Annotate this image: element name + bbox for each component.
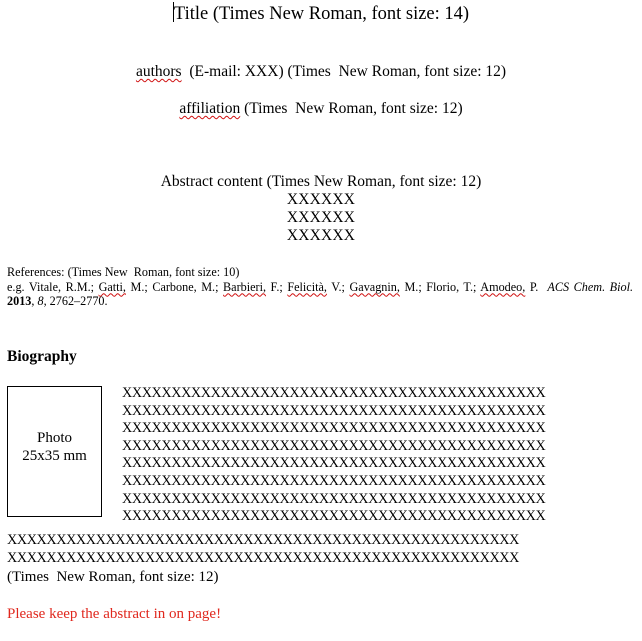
ref-author-gatti: Gatti, — [98, 279, 126, 294]
photo-label — [8, 429, 101, 465]
ref-author-amodeo: Amodeo, — [480, 279, 526, 294]
affiliation-rest: (Times New Roman, font size: 12) — [240, 100, 463, 117]
reference-example: e.g. Vitale, R.M.; Gatti, M.; Carbone, M.; Barbieri, F.; Felicità, V.; Gavagnin, M.; Florio, T.; Amodeo, P. ACS Chem. Biol. 2013, 8, 2762–2770. — [7, 279, 634, 308]
biography-font-note: (Times New Roman, font size: 12) — [7, 569, 219, 585]
ref-prefix: e.g. — [7, 279, 25, 294]
ref-author-barbieri: Barbieri, — [223, 279, 267, 294]
ref-author-gavagnin: Gavagnin, — [349, 279, 400, 294]
abstract-heading: Abstract content (Times New Roman, font size: 12) — [160, 173, 482, 190]
biography-x-line: XXXXXXXXXXXXXXXXXXXXXXXXXXXXXXXXXXXXXXXXXXX — [122, 455, 546, 472]
ref-authors: M.; Carbone, M.; — [125, 279, 224, 294]
keep-one-page-note: Please keep the abstract in on page! — [7, 606, 222, 622]
biography-x-line: XXXXXXXXXXXXXXXXXXXXXXXXXXXXXXXXXXXXXXXXXXX — [122, 420, 546, 437]
ref-authors: F.; — [266, 279, 288, 294]
authors-line[interactable] — [0, 63, 642, 81]
biography-x-line: XXXXXXXXXXXXXXXXXXXXXXXXXXXXXXXXXXXXXXXXXXX — [122, 385, 546, 401]
biography-text-beside-photo[interactable] — [122, 385, 634, 526]
biography-x-line: XXXXXXXXXXXXXXXXXXXXXXXXXXXXXXXXXXXXXXXXXXX — [122, 490, 546, 507]
ref-authors: M.; Florio, T.; — [399, 279, 481, 294]
biography-x-line: XXXXXXXXXXXXXXXXXXXXXXXXXXXXXXXXXXXXXXXXXXX — [122, 437, 546, 454]
ref-year: 2013 — [7, 294, 32, 308]
biography-x-line: XXXXXXXXXXXXXXXXXXXXXXXXXXXXXXXXXXXXXXXXXXX — [122, 402, 546, 419]
biography-x-line: XXXXXXXXXXXXXXXXXXXXXXXXXXXXXXXXXXXXXXXXXXXXXXXXXXXX — [7, 549, 519, 566]
ref-volume: 8 — [37, 294, 44, 308]
authors-word: authors — [135, 63, 182, 80]
affiliation-line[interactable] — [0, 100, 642, 118]
photo-label-line: Photo — [36, 430, 72, 446]
photo-label-line: 25x35 mm — [22, 448, 87, 464]
references-section[interactable] — [7, 265, 633, 309]
abstract-line: XXXXXX — [286, 191, 356, 208]
biography-heading: Biography — [7, 348, 77, 365]
biography-x-line: XXXXXXXXXXXXXXXXXXXXXXXXXXXXXXXXXXXXXXXXXXX — [122, 472, 546, 489]
abstract-section[interactable] — [0, 173, 642, 245]
biography-text-full-width[interactable] — [7, 532, 635, 567]
ref-authors: V.; — [326, 279, 350, 294]
ref-journal: ACS Chem. Biol. — [547, 279, 634, 294]
abstract-line: XXXXXX — [286, 227, 356, 244]
ref-authors: P. — [525, 279, 548, 294]
document-title[interactable] — [0, 2, 642, 25]
title-text: Title (Times New Roman, font size: 14) — [173, 4, 470, 24]
biography-x-line: XXXXXXXXXXXXXXXXXXXXXXXXXXXXXXXXXXXXXXXXXXXXXXXXXXXX — [7, 532, 519, 548]
abstract-line: XXXXXX — [286, 209, 356, 226]
references-heading: References: (Times New Roman, font size: 10) — [7, 265, 240, 279]
photo-placeholder[interactable] — [7, 386, 102, 517]
authors-rest: (E-mail: XXX) (Times New Roman, font size: 12) — [181, 63, 507, 80]
ref-author-felicita: Felicità, — [287, 279, 327, 294]
ref-pages: , 2762–2770. — [43, 294, 108, 308]
biography-x-line: XXXXXXXXXXXXXXXXXXXXXXXXXXXXXXXXXXXXXXXXXXX — [122, 508, 546, 525]
affiliation-word: affiliation — [179, 100, 241, 117]
ref-authors: Vitale, R.M.; — [24, 279, 99, 294]
